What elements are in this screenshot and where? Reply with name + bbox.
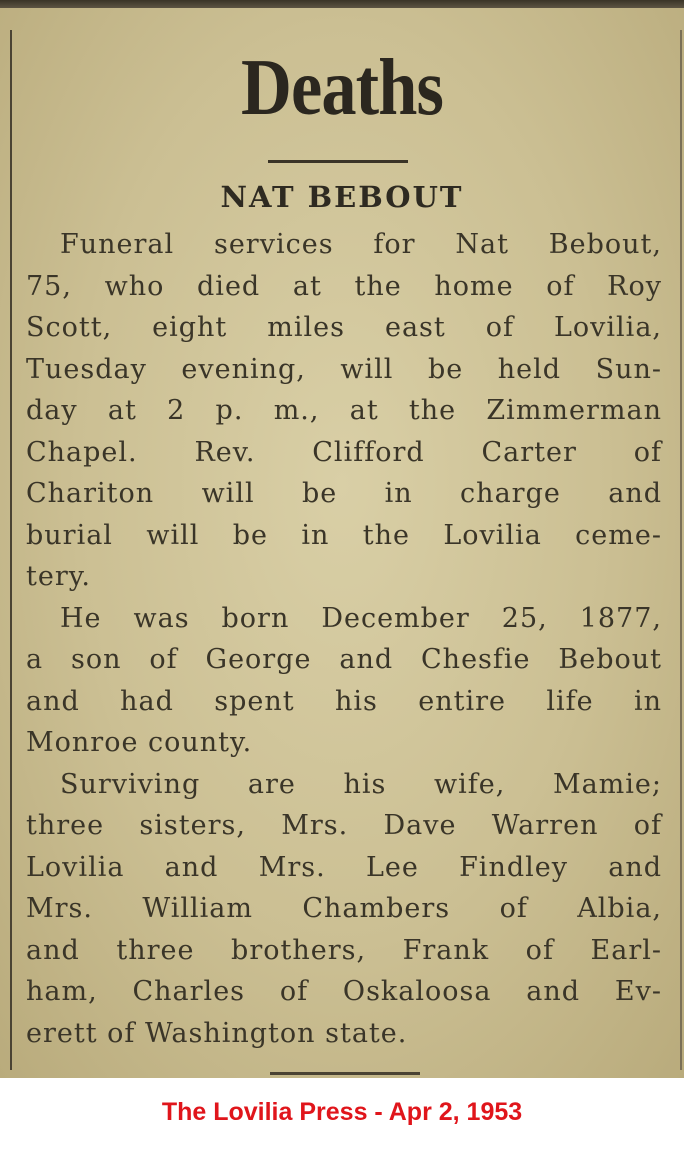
text-line: tery. xyxy=(26,561,91,592)
text-line: Chapel. Rev. Clifford Carter of xyxy=(26,436,662,468)
section-heading: Deaths xyxy=(240,44,443,132)
text-line: and three brothers, Frank of Earl- xyxy=(26,934,662,966)
text-line: burial will be in the Lovilia ceme- xyxy=(26,519,662,551)
text-line: a son of George and Chesfie Bebout xyxy=(26,644,662,675)
bottom-divider xyxy=(270,1072,420,1075)
text-line: Tuesday evening, will be held Sun- xyxy=(26,353,662,385)
text-line: ham, Charles of Oskaloosa and Ev- xyxy=(26,976,662,1007)
text-line: erett of Washington state. xyxy=(26,1017,408,1049)
text-line: day at 2 p. m., at the Zimmerman xyxy=(26,395,662,426)
text-line: and had spent his entire life in xyxy=(26,685,662,717)
source-caption: The Lovilia Press - Apr 2, 1953 xyxy=(161,1098,523,1126)
text-line: Surviving are his wife, Mamie; xyxy=(60,768,662,800)
obituary-name: NAT BEBOUT xyxy=(220,180,464,214)
obituary-body xyxy=(26,224,662,1054)
text-line: Lovilia and Mrs. Lee Findley and xyxy=(26,851,662,883)
heading-divider xyxy=(268,160,408,163)
top-border-rule xyxy=(0,0,684,8)
text-line: three sisters, Mrs. Dave Warren of xyxy=(26,810,662,841)
text-line: He was born December 25, 1877, xyxy=(60,602,662,634)
text-line: Funeral services for Nat Bebout, xyxy=(60,229,662,260)
text-line: Mrs. William Chambers of Albia, xyxy=(26,893,662,924)
text-line: Chariton will be in charge and xyxy=(26,478,662,509)
text-line: Monroe county. xyxy=(26,727,253,758)
text-line: Scott, eight miles east of Lovilia, xyxy=(26,312,662,343)
text-line: 75, who died at the home of Roy xyxy=(26,270,662,302)
